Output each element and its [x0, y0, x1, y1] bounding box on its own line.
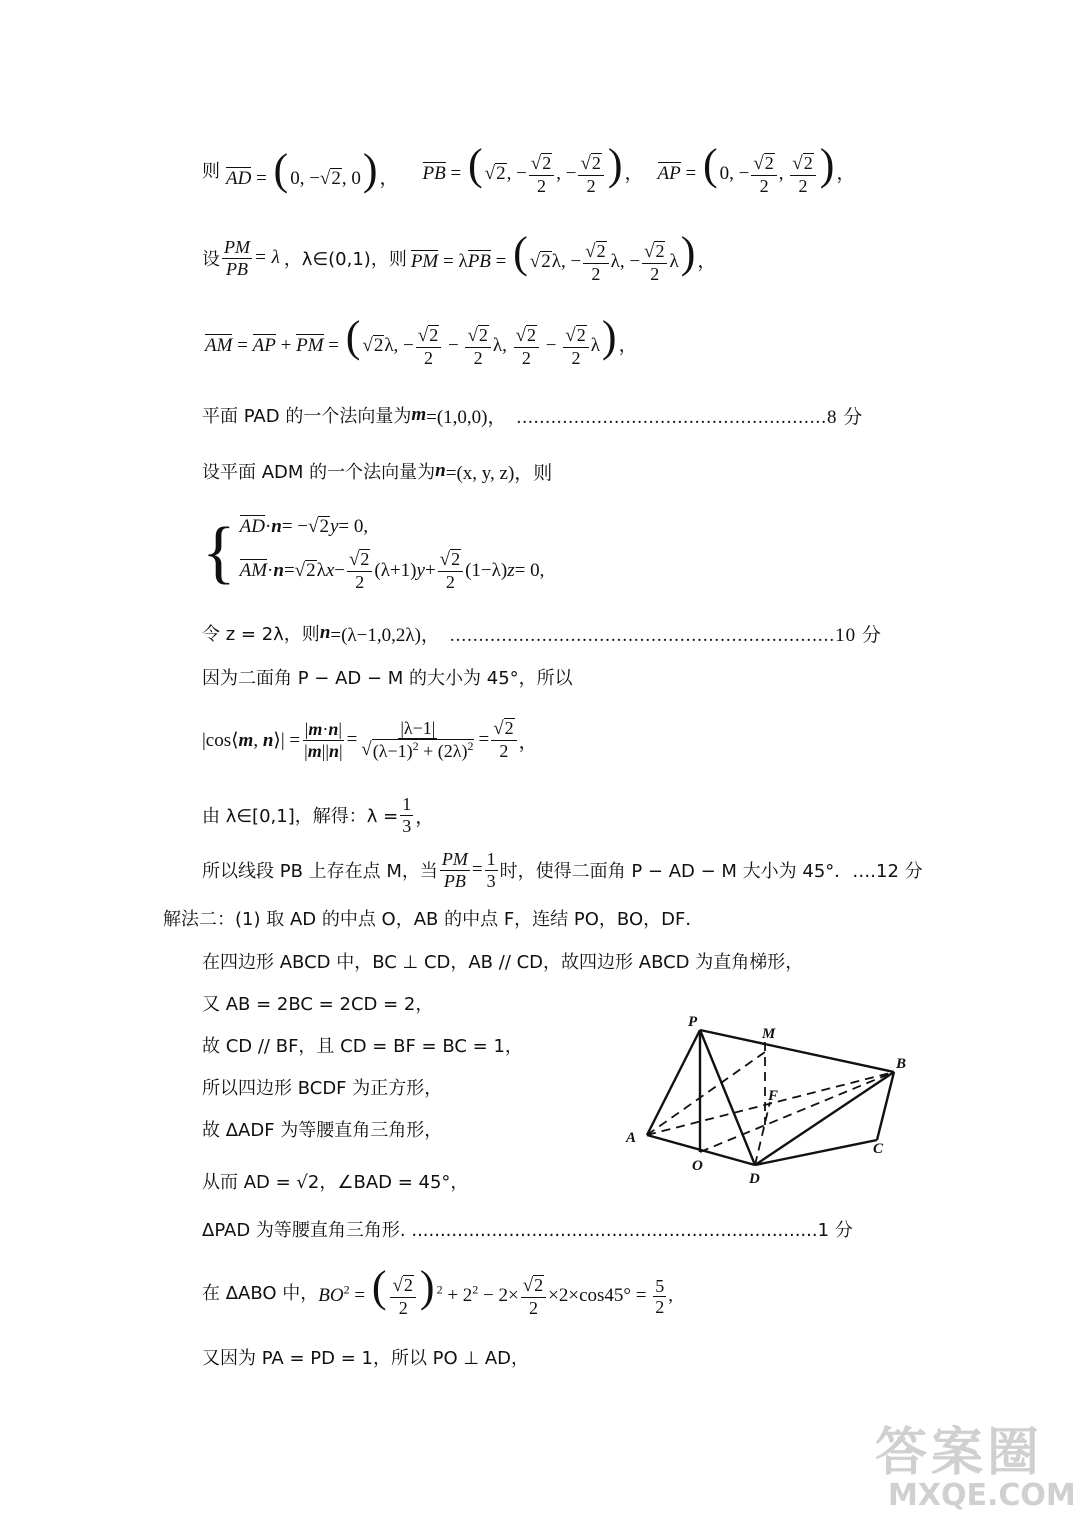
line-am-vector: AM = AP + PM = ( √ 2 λ, − √ 2 2 − √ 2 2 λ, √ 2 2 − √ 2 2 λ) ， — [205, 312, 638, 369]
text: 设平面 ADM 的一个法向量为 — [202, 462, 436, 483]
line-bo-squared: 在 ΔABO 中， $BO^2$ = ( √ 2 2 ) $^2 + 2^2 - 2\times$ √ 2 2 ×2×cos45° = $\frac{5}{2}$ , — [202, 1262, 673, 1319]
text: 在四边形 ABCD 中，BC ⊥ CD，AB // CD，故四边形 ABCD 为直角梯形， — [202, 952, 804, 973]
label-F: F — [768, 1088, 779, 1104]
label-M: M — [762, 1026, 776, 1042]
line-16 — [202, 1072, 442, 1102]
line-19 — [202, 1214, 853, 1244]
label-B: B — [896, 1056, 907, 1072]
text: n — [319, 622, 331, 643]
text: =(x, y, z)，则 — [445, 462, 553, 484]
text: n — [435, 460, 446, 481]
line-let-z — [202, 618, 882, 648]
text: 故 ΔADF 为等腰直角三角形， — [202, 1120, 443, 1141]
text: 在 ΔABO 中， — [202, 1283, 319, 1304]
label-O: O — [692, 1158, 703, 1174]
line-21 — [202, 1342, 529, 1372]
line-14 — [202, 988, 433, 1018]
line-vectors-1: 则 AD = ( 0, − √ 2 , 0) ， PB = ( √ 2 , − √ 2 2 , − √ 2 2 ) ， AP = ( 0, − √ 2 2 , √ 2 2 ) ， — [202, 140, 856, 197]
line-dihedral — [202, 662, 573, 692]
line-solve: 由 λ∈[0,1]，解得：λ = $\frac{1}{3}$ ， — [202, 793, 435, 836]
line-15 — [202, 1030, 523, 1060]
line-conclusion: 所以线段 PB 上存在点 M，当 $\frac{PM}{PB}$ = $\frac{1}{3}$ 时，使得二面角 P − AD − M 大小为 45°．….12 分 — [202, 848, 923, 891]
text: 故 CD // BF，且 CD = BF = BC = 1， — [202, 1036, 523, 1057]
text: 又 AB = 2BC = 2CD = 2， — [202, 994, 434, 1015]
text: 令 z = 2λ，则 — [202, 624, 320, 645]
line-normal-n — [202, 456, 552, 486]
text: 又因为 PA = PD = 1，所以 PO ⊥ AD， — [202, 1348, 529, 1369]
watermark-bottom: MXQE.COM — [888, 1478, 1076, 1513]
text: m — [411, 404, 427, 425]
label-A: A — [626, 1130, 637, 1146]
line-18 — [202, 1166, 468, 1196]
geometry-figure — [622, 1010, 912, 1185]
text: 从而 AD = √2，∠BAD = 45°， — [202, 1172, 469, 1193]
line-cos: |cos⟨m, n⟩| = $\frac{|m\cdot n|}{|m||n|}$ = |λ−1| √ $(\lambda-1)^2 + (2\lambda)^2$ = √ 2 2 ， — [202, 717, 538, 762]
text: 解法二：(1) 取 AD 的中点 O，AB 的中点 F，连结 PO，BO，DF． — [163, 909, 704, 930]
label-P: P — [688, 1014, 698, 1030]
text: 由 λ∈[0,1]，解得：λ = — [202, 806, 399, 827]
label-C: C — [873, 1141, 884, 1157]
score-1: ΔPAD 为等腰直角三角形. .......................................................................1 分 — [202, 1220, 853, 1241]
line-17 — [202, 1114, 442, 1144]
text: 设 — [202, 249, 220, 270]
text: =(1,0,0)， — [426, 406, 507, 428]
text: 因为二面角 P − AD − M 的大小为 45°，所以 — [202, 668, 573, 689]
score-8: ......................................................8 分 — [516, 406, 864, 428]
text: 所以四边形 BCDF 为正方形， — [202, 1078, 443, 1099]
text: 平面 PAD 的一个法向量为 — [202, 406, 412, 427]
equation-system: { AD · n = − √ 2 y = 0, AM · n = √ 2 λ x − √ 2 2 (λ+1) y + √ 2 2 (1−λ) z = 0, — [202, 513, 545, 592]
line-method2 — [163, 903, 703, 933]
line-normal-m — [202, 400, 863, 430]
score-10: ...................................................................10 分 — [449, 624, 882, 646]
label-D: D — [749, 1171, 760, 1185]
watermark-top: 答案圈 — [875, 1423, 1044, 1483]
text: =(λ−1,0,2λ)， — [330, 624, 440, 646]
text: 所以线段 PB 上存在点 M，当 — [202, 861, 438, 882]
text: 时，使得二面角 P − AD − M 大小为 45°．….12 分 — [499, 861, 923, 882]
line-13 — [202, 946, 803, 976]
text: ，λ∈(0,1)，则 — [283, 249, 407, 270]
text: 则 — [202, 161, 220, 182]
line-lambda-def: 设 $\frac{PM}{PB}$ = λ ，λ∈(0,1)，则 PM = λPB = ( √ 2 λ, − √ 2 2 λ, − √ 2 2 λ) ， — [202, 228, 717, 285]
